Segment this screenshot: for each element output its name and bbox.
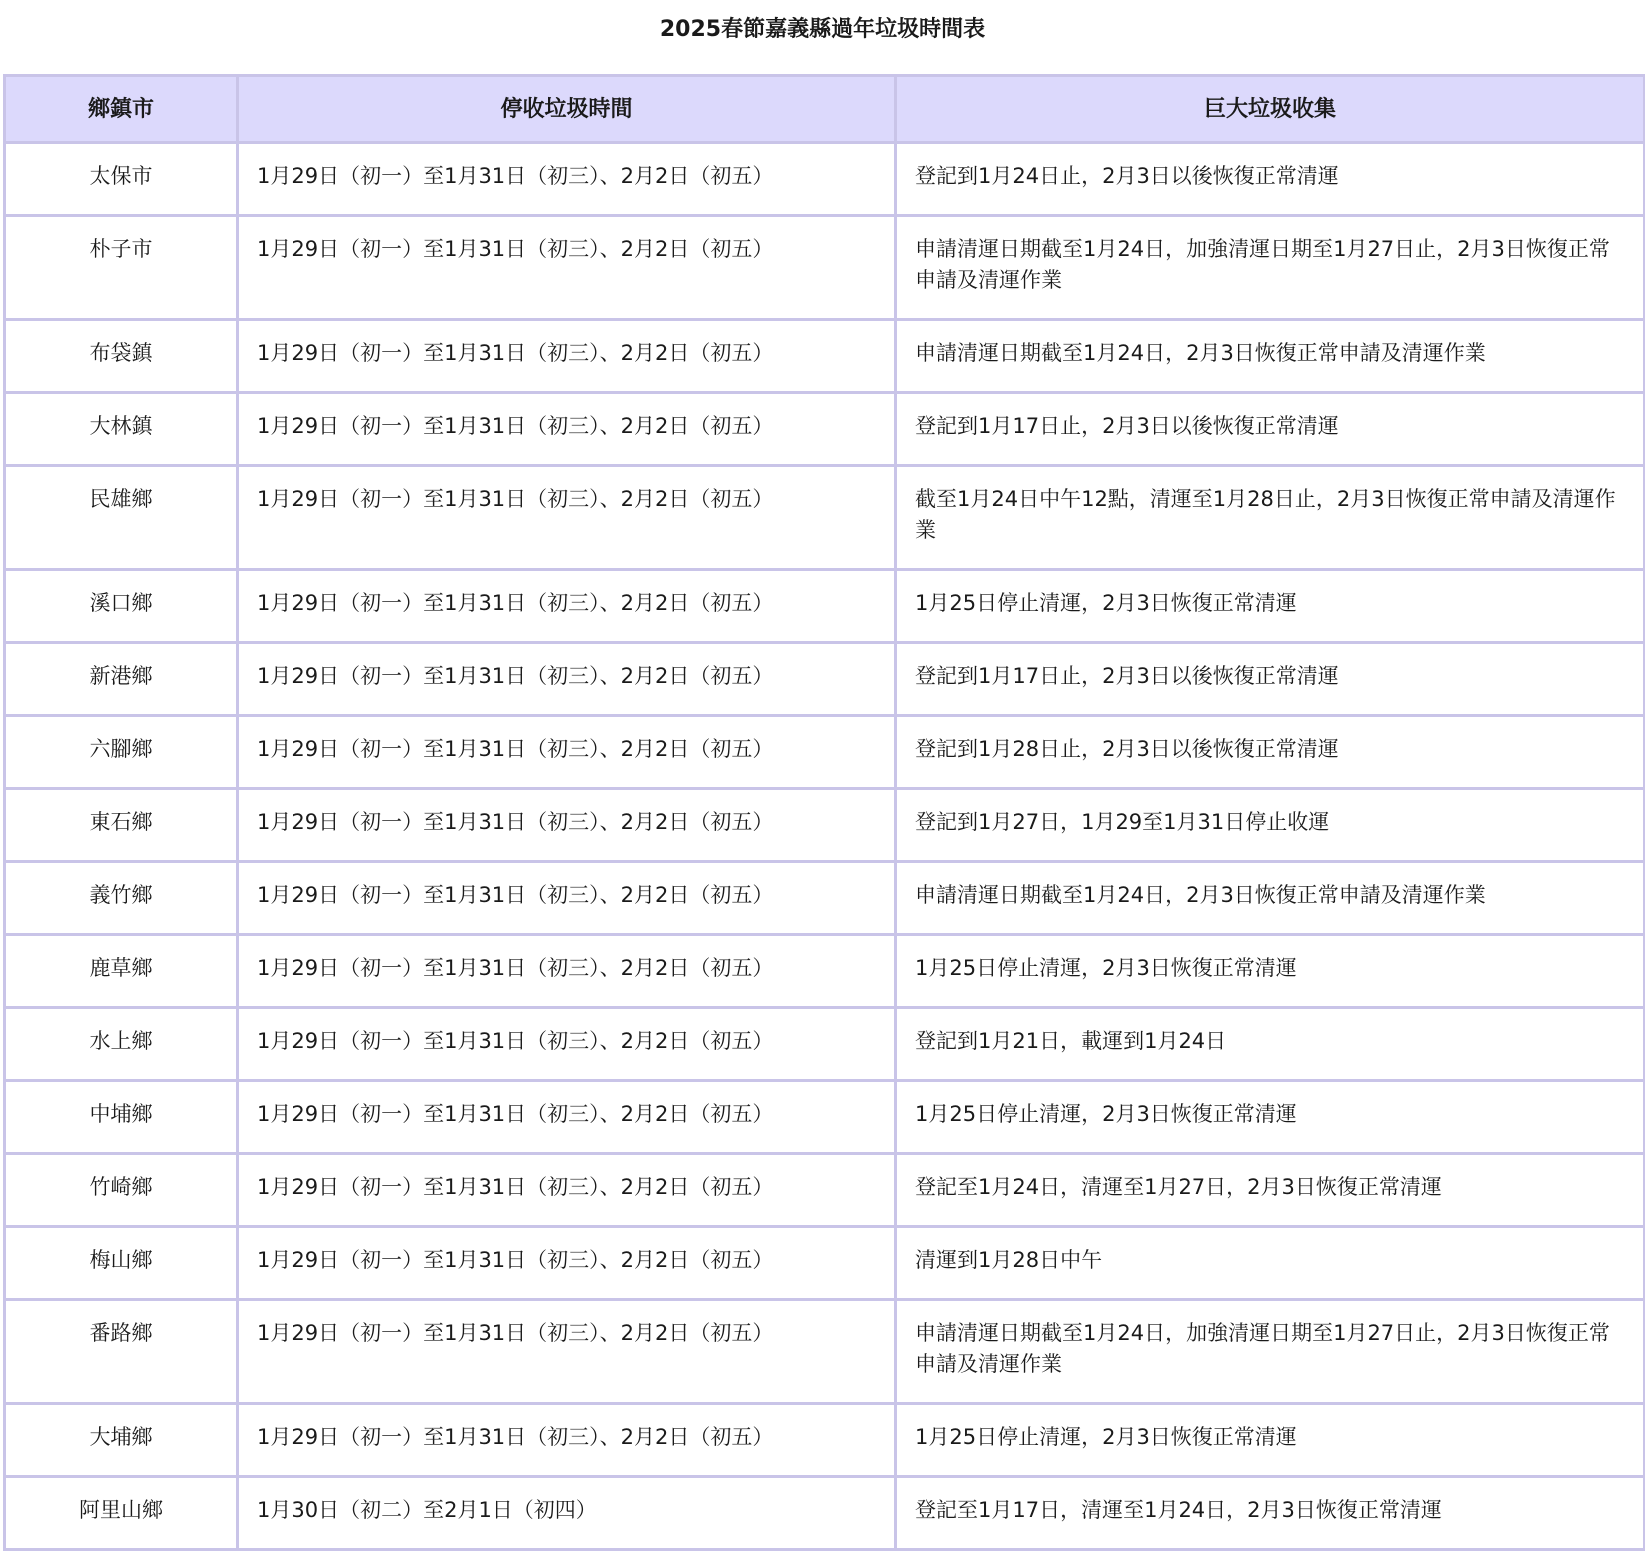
stop-time-cell: 1月30日（初二）至2月1日（初四） [238,1477,896,1550]
town-cell: 大林鎮 [5,393,238,466]
town-cell: 民雄鄉 [5,466,238,570]
town-cell: 梅山鄉 [5,1227,238,1300]
stop-time-cell: 1月29日（初一）至1月31日（初三）、2月2日（初五） [238,935,896,1008]
town-cell: 竹崎鄉 [5,1154,238,1227]
table-row [5,1300,1645,1404]
stop-time-cell: 1月29日（初一）至1月31日（初三）、2月2日（初五） [238,143,896,216]
bulky-waste-cell: 登記到1月27日，1月29至1月31日停止收運 [896,789,1645,862]
table-row [5,466,1645,570]
column-header-bulky-waste: 巨大垃圾收集 [896,76,1645,143]
bulky-waste-cell: 申請清運日期截至1月24日，加強清運日期至1月27日止，2月3日恢復正常申請及清運作業 [896,216,1645,320]
bulky-waste-cell: 申請清運日期截至1月24日，2月3日恢復正常申請及清運作業 [896,320,1645,393]
table-row [5,320,1645,393]
table-body [5,143,1645,1550]
page-title: 2025春節嘉義縣過年垃圾時間表 [659,17,986,42]
bulky-waste-cell: 登記至1月17日，清運至1月24日，2月3日恢復正常清運 [896,1477,1645,1550]
bulky-waste-cell: 登記到1月24日止，2月3日以後恢復正常清運 [896,143,1645,216]
table-row [5,789,1645,862]
town-cell: 大埔鄉 [5,1404,238,1477]
town-cell: 中埔鄉 [5,1081,238,1154]
table-row [5,862,1645,935]
bulky-waste-cell: 登記到1月17日止，2月3日以後恢復正常清運 [896,393,1645,466]
column-header-stop-time: 停收垃圾時間 [238,76,896,143]
bulky-waste-cell: 登記到1月21日，載運到1月24日 [896,1008,1645,1081]
town-cell: 六腳鄉 [5,716,238,789]
stop-time-cell: 1月29日（初一）至1月31日（初三）、2月2日（初五） [238,1081,896,1154]
stop-time-cell: 1月29日（初一）至1月31日（初三）、2月2日（初五） [238,1300,896,1404]
bulky-waste-cell: 1月25日停止清運，2月3日恢復正常清運 [896,935,1645,1008]
bulky-waste-cell: 1月25日停止清運，2月3日恢復正常清運 [896,1404,1645,1477]
bulky-waste-cell: 清運到1月28日中午 [896,1227,1645,1300]
table-row [5,143,1645,216]
stop-time-cell: 1月29日（初一）至1月31日（初三）、2月2日（初五） [238,862,896,935]
town-cell: 新港鄉 [5,643,238,716]
table-row [5,1008,1645,1081]
table-row [5,643,1645,716]
stop-time-cell: 1月29日（初一）至1月31日（初三）、2月2日（初五） [238,393,896,466]
bulky-waste-cell: 登記到1月17日止，2月3日以後恢復正常清運 [896,643,1645,716]
stop-time-cell: 1月29日（初一）至1月31日（初三）、2月2日（初五） [238,216,896,320]
table-header-row [5,76,1645,143]
town-cell: 溪口鄉 [5,570,238,643]
bulky-waste-cell: 登記到1月28日止，2月3日以後恢復正常清運 [896,716,1645,789]
stop-time-cell: 1月29日（初一）至1月31日（初三）、2月2日（初五） [238,466,896,570]
stop-time-cell: 1月29日（初一）至1月31日（初三）、2月2日（初五） [238,643,896,716]
stop-time-cell: 1月29日（初一）至1月31日（初三）、2月2日（初五） [238,789,896,862]
town-cell: 鹿草鄉 [5,935,238,1008]
table-row [5,1154,1645,1227]
town-cell: 太保市 [5,143,238,216]
stop-time-cell: 1月29日（初一）至1月31日（初三）、2月2日（初五） [238,1227,896,1300]
town-cell: 水上鄉 [5,1008,238,1081]
stop-time-cell: 1月29日（初一）至1月31日（初三）、2月2日（初五） [238,1154,896,1227]
table-row [5,1477,1645,1550]
table-row [5,216,1645,320]
schedule-table-container [3,74,1643,1551]
town-cell: 朴子市 [5,216,238,320]
table-row [5,716,1645,789]
table-row [5,393,1645,466]
town-cell: 番路鄉 [5,1300,238,1404]
table-row [5,1404,1645,1477]
town-cell: 阿里山鄉 [5,1477,238,1550]
bulky-waste-cell: 申請清運日期截至1月24日，加強清運日期至1月27日止，2月3日恢復正常申請及清運作業 [896,1300,1645,1404]
bulky-waste-cell: 截至1月24日中午12點，清運至1月28日止，2月3日恢復正常申請及清運作業 [896,466,1645,570]
stop-time-cell: 1月29日（初一）至1月31日（初三）、2月2日（初五） [238,570,896,643]
town-cell: 布袋鎮 [5,320,238,393]
town-cell: 東石鄉 [5,789,238,862]
table-row [5,1081,1645,1154]
bulky-waste-cell: 登記至1月24日，清運至1月27日，2月3日恢復正常清運 [896,1154,1645,1227]
schedule-table [3,74,1645,1551]
stop-time-cell: 1月29日（初一）至1月31日（初三）、2月2日（初五） [238,320,896,393]
column-header-town: 鄉鎮市 [5,76,238,143]
stop-time-cell: 1月29日（初一）至1月31日（初三）、2月2日（初五） [238,1008,896,1081]
town-cell: 義竹鄉 [5,862,238,935]
stop-time-cell: 1月29日（初一）至1月31日（初三）、2月2日（初五） [238,716,896,789]
bulky-waste-cell: 1月25日停止清運，2月3日恢復正常清運 [896,1081,1645,1154]
stop-time-cell: 1月29日（初一）至1月31日（初三）、2月2日（初五） [238,1404,896,1477]
table-row [5,1227,1645,1300]
table-row [5,935,1645,1008]
table-row [5,570,1645,643]
bulky-waste-cell: 1月25日停止清運，2月3日恢復正常清運 [896,570,1645,643]
bulky-waste-cell: 申請清運日期截至1月24日，2月3日恢復正常申請及清運作業 [896,862,1645,935]
